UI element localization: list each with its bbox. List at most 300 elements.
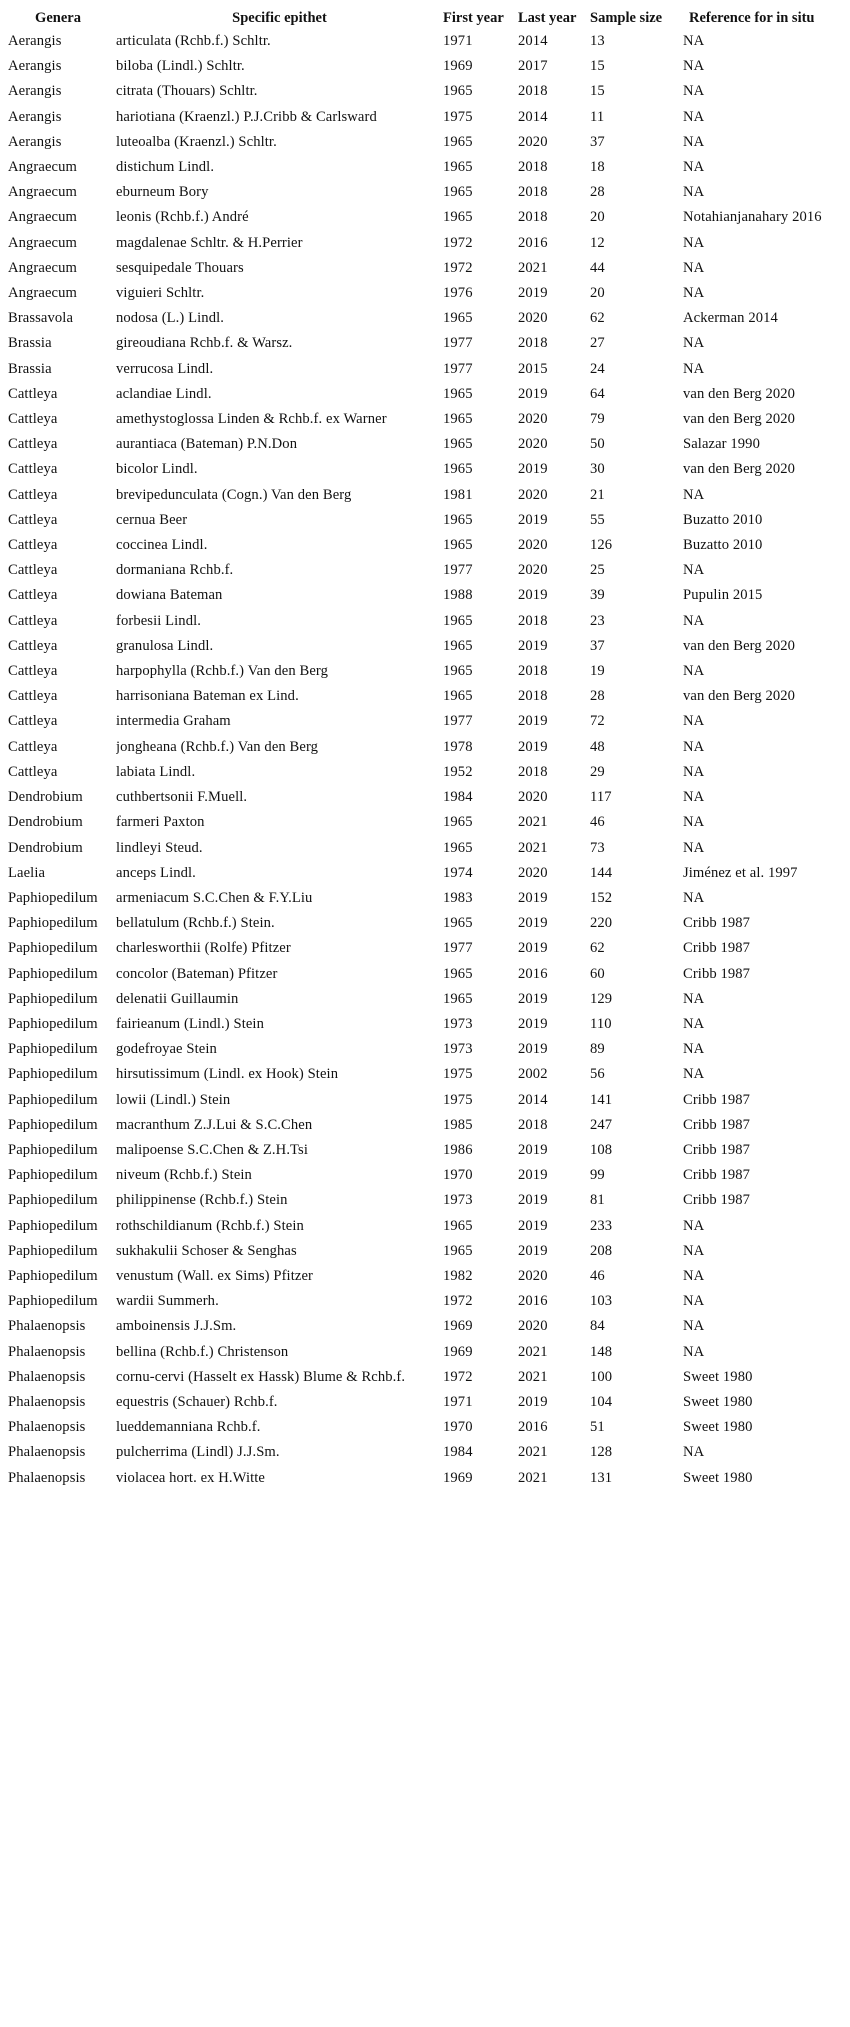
table-row [0, 1012, 850, 1037]
table-row [0, 533, 850, 558]
table-row [0, 1340, 850, 1365]
cell-genera: Paphiopedilum [8, 889, 98, 906]
cell-sample-size: 19 [590, 663, 605, 680]
cell-sample-size: 29 [590, 763, 605, 780]
cell-sample-size: 28 [590, 688, 605, 705]
cell-reference: NA [683, 184, 705, 201]
cell-first-year: 1965 [443, 965, 473, 982]
header-reference: Reference for in situ [689, 10, 815, 26]
cell-reference: Cribb 1987 [683, 965, 751, 982]
cell-sample-size: 12 [590, 234, 605, 251]
cell-specific-epithet: niveum (Rchb.f.) Stein [116, 1167, 252, 1184]
cell-sample-size: 220 [590, 915, 613, 932]
cell-sample-size: 79 [590, 411, 605, 428]
cell-last-year: 2019 [518, 385, 548, 402]
cell-first-year: 1984 [443, 789, 473, 806]
cell-reference: Salazar 1990 [683, 436, 760, 453]
cell-genera: Dendrobium [8, 789, 83, 806]
cell-specific-epithet: leonis (Rchb.f.) André [116, 209, 249, 226]
cell-genera: Paphiopedilum [8, 1167, 98, 1184]
cell-genera: Paphiopedilum [8, 1066, 98, 1083]
cell-genera: Phalaenopsis [8, 1469, 86, 1486]
cell-sample-size: 46 [590, 814, 605, 831]
cell-last-year: 2020 [518, 537, 548, 554]
cell-genera: Cattleya [8, 612, 58, 629]
cell-last-year: 2016 [518, 1293, 548, 1310]
cell-reference: NA [683, 814, 705, 831]
cell-specific-epithet: brevipedunculata (Cogn.) Van den Berg [116, 486, 352, 503]
cell-first-year: 1965 [443, 461, 473, 478]
table-row [0, 357, 850, 382]
cell-specific-epithet: bellina (Rchb.f.) Christenson [116, 1343, 289, 1360]
cell-specific-epithet: concolor (Bateman) Pfitzer [116, 965, 278, 982]
cell-genera: Cattleya [8, 637, 58, 654]
cell-reference: NA [683, 1217, 705, 1234]
cell-genera: Cattleya [8, 738, 58, 755]
orchid-data-table [0, 7, 850, 1491]
cell-genera: Phalaenopsis [8, 1343, 86, 1360]
table-row [0, 432, 850, 457]
cell-first-year: 1965 [443, 1217, 473, 1234]
cell-reference: NA [683, 1293, 705, 1310]
cell-sample-size: 72 [590, 713, 605, 730]
cell-sample-size: 103 [590, 1293, 613, 1310]
cell-sample-size: 39 [590, 587, 605, 604]
cell-specific-epithet: verrucosa Lindl. [116, 360, 214, 377]
table-row [0, 29, 850, 54]
cell-sample-size: 144 [590, 864, 613, 881]
table-row [0, 936, 850, 961]
cell-first-year: 1969 [443, 1343, 473, 1360]
cell-last-year: 2017 [518, 58, 548, 75]
cell-reference: Pupulin 2015 [683, 587, 763, 604]
cell-last-year: 2019 [518, 461, 548, 478]
cell-specific-epithet: aurantiaca (Bateman) P.N.Don [116, 436, 298, 453]
cell-last-year: 2018 [518, 612, 548, 629]
cell-specific-epithet: jongheana (Rchb.f.) Van den Berg [116, 738, 319, 755]
cell-first-year: 1965 [443, 133, 473, 150]
cell-sample-size: 21 [590, 486, 605, 503]
cell-genera: Paphiopedilum [8, 915, 98, 932]
cell-sample-size: 48 [590, 738, 605, 755]
cell-specific-epithet: distichum Lindl. [116, 159, 215, 176]
cell-last-year: 2021 [518, 1469, 548, 1486]
cell-reference: NA [683, 1041, 705, 1058]
table-row [0, 508, 850, 533]
cell-genera: Brassavola [8, 310, 74, 327]
cell-first-year: 1977 [443, 335, 473, 352]
cell-first-year: 1982 [443, 1267, 473, 1284]
cell-sample-size: 30 [590, 461, 605, 478]
cell-last-year: 2019 [518, 637, 548, 654]
table-row [0, 1365, 850, 1390]
cell-reference: van den Berg 2020 [683, 688, 796, 705]
cell-genera: Cattleya [8, 763, 58, 780]
cell-sample-size: 84 [590, 1318, 605, 1335]
table-row [0, 1163, 850, 1188]
table-row [0, 836, 850, 861]
cell-first-year: 1965 [443, 663, 473, 680]
cell-sample-size: 126 [590, 537, 613, 554]
table-row [0, 659, 850, 684]
table-row [0, 483, 850, 508]
cell-first-year: 1952 [443, 763, 473, 780]
table-row [0, 382, 850, 407]
cell-last-year: 2019 [518, 1192, 548, 1209]
cell-genera: Phalaenopsis [8, 1444, 86, 1461]
cell-genera: Paphiopedilum [8, 1217, 98, 1234]
cell-reference: NA [683, 1343, 705, 1360]
cell-sample-size: 89 [590, 1041, 605, 1058]
cell-specific-epithet: nodosa (L.) Lindl. [116, 310, 224, 327]
cell-first-year: 1965 [443, 814, 473, 831]
table-row [0, 105, 850, 130]
cell-reference: Sweet 1980 [683, 1368, 753, 1385]
cell-last-year: 2020 [518, 1318, 548, 1335]
cell-genera: Cattleya [8, 486, 58, 503]
cell-genera: Angraecum [8, 159, 77, 176]
cell-last-year: 2016 [518, 234, 548, 251]
cell-last-year: 2018 [518, 688, 548, 705]
cell-specific-epithet: bellatulum (Rchb.f.) Stein. [116, 915, 275, 932]
cell-last-year: 2019 [518, 915, 548, 932]
cell-last-year: 2014 [518, 108, 548, 125]
cell-genera: Dendrobium [8, 839, 83, 856]
table-row [0, 331, 850, 356]
table-row [0, 1264, 850, 1289]
cell-reference: Jiménez et al. 1997 [683, 864, 798, 881]
cell-reference: van den Berg 2020 [683, 411, 796, 428]
cell-specific-epithet: macranthum Z.J.Lui & S.C.Chen [116, 1116, 313, 1133]
cell-last-year: 2019 [518, 1141, 548, 1158]
cell-sample-size: 20 [590, 285, 605, 302]
cell-reference: NA [683, 1066, 705, 1083]
cell-reference: NA [683, 335, 705, 352]
cell-sample-size: 24 [590, 360, 605, 377]
cell-first-year: 1981 [443, 486, 473, 503]
cell-specific-epithet: delenatii Guillaumin [116, 990, 239, 1007]
cell-specific-epithet: harrisoniana Bateman ex Lind. [116, 688, 299, 705]
cell-reference: Cribb 1987 [683, 1192, 751, 1209]
cell-last-year: 2018 [518, 83, 548, 100]
cell-specific-epithet: sukhakulii Schoser & Senghas [116, 1242, 297, 1259]
table-row [0, 1188, 850, 1213]
header-first-year: First year [443, 10, 504, 26]
cell-reference: Cribb 1987 [683, 1091, 751, 1108]
cell-last-year: 2016 [518, 965, 548, 982]
cell-first-year: 1978 [443, 738, 473, 755]
table-row [0, 709, 850, 734]
cell-genera: Aerangis [8, 108, 62, 125]
cell-genera: Cattleya [8, 385, 58, 402]
table-row [0, 1466, 850, 1491]
cell-last-year: 2021 [518, 814, 548, 831]
table-row [0, 810, 850, 835]
cell-reference: NA [683, 234, 705, 251]
table-row [0, 785, 850, 810]
cell-reference: Cribb 1987 [683, 915, 751, 932]
cell-sample-size: 117 [590, 789, 612, 806]
cell-sample-size: 208 [590, 1242, 613, 1259]
cell-specific-epithet: forbesii Lindl. [116, 612, 201, 629]
cell-last-year: 2019 [518, 1167, 548, 1184]
cell-first-year: 1988 [443, 587, 473, 604]
cell-genera: Paphiopedilum [8, 1015, 98, 1032]
cell-reference: NA [683, 1015, 705, 1032]
cell-last-year: 2020 [518, 486, 548, 503]
cell-reference: van den Berg 2020 [683, 637, 796, 654]
cell-first-year: 1985 [443, 1116, 473, 1133]
cell-last-year: 2019 [518, 940, 548, 957]
cell-genera: Phalaenopsis [8, 1318, 86, 1335]
cell-reference: NA [683, 1444, 705, 1461]
cell-sample-size: 64 [590, 385, 605, 402]
cell-genera: Paphiopedilum [8, 1091, 98, 1108]
table-header [0, 7, 850, 29]
cell-sample-size: 60 [590, 965, 605, 982]
table-row [0, 256, 850, 281]
cell-sample-size: 28 [590, 184, 605, 201]
cell-first-year: 1971 [443, 33, 473, 49]
table-row [0, 155, 850, 180]
cell-reference: van den Berg 2020 [683, 385, 796, 402]
cell-genera: Paphiopedilum [8, 1242, 98, 1259]
cell-sample-size: 27 [590, 335, 605, 352]
table-row [0, 205, 850, 230]
cell-last-year: 2020 [518, 1267, 548, 1284]
cell-specific-epithet: lueddemanniana Rchb.f. [116, 1419, 261, 1436]
cell-specific-epithet: anceps Lindl. [116, 864, 196, 881]
header-genera: Genera [35, 10, 81, 26]
cell-reference: NA [683, 58, 705, 75]
cell-genera: Angraecum [8, 285, 77, 302]
cell-last-year: 2019 [518, 738, 548, 755]
cell-first-year: 1973 [443, 1192, 473, 1209]
cell-genera: Paphiopedilum [8, 1116, 98, 1133]
cell-first-year: 1965 [443, 385, 473, 402]
cell-specific-epithet: cornu-cervi (Hasselt ex Hassk) Blume & Rchb.f. [116, 1368, 406, 1385]
cell-last-year: 2019 [518, 990, 548, 1007]
cell-specific-epithet: articulata (Rchb.f.) Schltr. [116, 33, 271, 49]
cell-reference: Buzatto 2010 [683, 511, 763, 528]
cell-first-year: 1973 [443, 1015, 473, 1032]
cell-first-year: 1972 [443, 1293, 473, 1310]
cell-reference: Notahianjanahary 2016 [683, 209, 822, 226]
cell-genera: Angraecum [8, 209, 77, 226]
cell-last-year: 2018 [518, 335, 548, 352]
cell-specific-epithet: rothschildianum (Rchb.f.) Stein [116, 1217, 304, 1234]
cell-reference: NA [683, 713, 705, 730]
table-row [0, 609, 850, 634]
cell-first-year: 1965 [443, 637, 473, 654]
cell-last-year: 2020 [518, 436, 548, 453]
cell-last-year: 2019 [518, 1015, 548, 1032]
cell-reference: NA [683, 990, 705, 1007]
cell-first-year: 1965 [443, 184, 473, 201]
cell-genera: Cattleya [8, 461, 58, 478]
table-row [0, 962, 850, 987]
table-row [0, 1440, 850, 1465]
table-row [0, 130, 850, 155]
cell-sample-size: 37 [590, 133, 605, 150]
cell-last-year: 2021 [518, 1343, 548, 1360]
cell-sample-size: 51 [590, 1419, 605, 1436]
cell-first-year: 1965 [443, 612, 473, 629]
cell-sample-size: 23 [590, 612, 605, 629]
cell-first-year: 1970 [443, 1167, 473, 1184]
cell-first-year: 1974 [443, 864, 473, 881]
cell-first-year: 1965 [443, 511, 473, 528]
cell-genera: Dendrobium [8, 814, 83, 831]
cell-last-year: 2019 [518, 1393, 548, 1410]
table-row [0, 684, 850, 709]
cell-last-year: 2020 [518, 133, 548, 150]
cell-genera: Cattleya [8, 587, 58, 604]
cell-sample-size: 73 [590, 839, 605, 856]
cell-first-year: 1975 [443, 108, 473, 125]
cell-reference: NA [683, 285, 705, 302]
cell-reference: NA [683, 1267, 705, 1284]
cell-genera: Paphiopedilum [8, 965, 98, 982]
cell-specific-epithet: venustum (Wall. ex Sims) Pfitzer [116, 1267, 313, 1284]
table-row [0, 180, 850, 205]
cell-last-year: 2020 [518, 411, 548, 428]
cell-genera: Brassia [8, 360, 52, 377]
cell-last-year: 2018 [518, 159, 548, 176]
cell-last-year: 2014 [518, 33, 548, 49]
cell-last-year: 2018 [518, 1116, 548, 1133]
header-row [0, 7, 850, 29]
cell-genera: Cattleya [8, 537, 58, 554]
cell-first-year: 1965 [443, 310, 473, 327]
table-row [0, 861, 850, 886]
cell-genera: Angraecum [8, 234, 77, 251]
cell-specific-epithet: coccinea Lindl. [116, 537, 208, 554]
cell-genera: Paphiopedilum [8, 990, 98, 1007]
cell-last-year: 2020 [518, 562, 548, 579]
cell-last-year: 2019 [518, 285, 548, 302]
cell-specific-epithet: malipoense S.C.Chen & Z.H.Tsi [116, 1141, 308, 1158]
cell-specific-epithet: charlesworthii (Rolfe) Pfitzer [116, 940, 291, 957]
cell-genera: Cattleya [8, 562, 58, 579]
cell-sample-size: 247 [590, 1116, 613, 1133]
cell-genera: Aerangis [8, 33, 62, 49]
cell-genera: Cattleya [8, 713, 58, 730]
cell-last-year: 2019 [518, 1217, 548, 1234]
table-row [0, 1088, 850, 1113]
table-row [0, 1113, 850, 1138]
cell-last-year: 2021 [518, 1444, 548, 1461]
cell-sample-size: 46 [590, 1267, 605, 1284]
cell-specific-epithet: magdalenae Schltr. & H.Perrier [116, 234, 303, 251]
cell-reference: NA [683, 889, 705, 906]
cell-first-year: 1965 [443, 688, 473, 705]
cell-reference: NA [683, 159, 705, 176]
cell-sample-size: 62 [590, 310, 605, 327]
table-row [0, 911, 850, 936]
cell-first-year: 1976 [443, 285, 473, 302]
cell-reference: Cribb 1987 [683, 1167, 751, 1184]
cell-first-year: 1965 [443, 1242, 473, 1259]
cell-last-year: 2018 [518, 663, 548, 680]
cell-genera: Paphiopedilum [8, 1267, 98, 1284]
cell-first-year: 1972 [443, 234, 473, 251]
cell-sample-size: 62 [590, 940, 605, 957]
cell-genera: Paphiopedilum [8, 1141, 98, 1158]
cell-genera: Paphiopedilum [8, 1293, 98, 1310]
cell-genera: Cattleya [8, 511, 58, 528]
cell-sample-size: 50 [590, 436, 605, 453]
cell-sample-size: 152 [590, 889, 613, 906]
table-row [0, 1037, 850, 1062]
cell-first-year: 1973 [443, 1041, 473, 1058]
cell-specific-epithet: intermedia Graham [116, 713, 231, 730]
cell-specific-epithet: godefroyae Stein [116, 1041, 217, 1058]
table-row [0, 886, 850, 911]
cell-reference: NA [683, 663, 705, 680]
cell-reference: NA [683, 133, 705, 150]
table-row [0, 735, 850, 760]
cell-specific-epithet: fairieanum (Lindl.) Stein [116, 1015, 264, 1032]
cell-first-year: 1965 [443, 83, 473, 100]
header-last-year: Last year [518, 10, 577, 26]
cell-first-year: 1975 [443, 1091, 473, 1108]
cell-reference: NA [683, 1242, 705, 1259]
cell-genera: Cattleya [8, 411, 58, 428]
cell-reference: NA [683, 83, 705, 100]
cell-specific-epithet: equestris (Schauer) Rchb.f. [116, 1393, 278, 1410]
cell-sample-size: 100 [590, 1368, 613, 1385]
cell-genera: Cattleya [8, 436, 58, 453]
cell-reference: Sweet 1980 [683, 1419, 753, 1436]
cell-sample-size: 108 [590, 1141, 613, 1158]
cell-first-year: 1969 [443, 58, 473, 75]
cell-specific-epithet: dowiana Bateman [116, 587, 223, 604]
cell-specific-epithet: amethystoglossa Linden & Rchb.f. ex Warner [116, 411, 387, 428]
cell-specific-epithet: labiata Lindl. [116, 763, 196, 780]
cell-reference: van den Berg 2020 [683, 461, 796, 478]
cell-reference: NA [683, 738, 705, 755]
cell-first-year: 1986 [443, 1141, 473, 1158]
cell-sample-size: 18 [590, 159, 605, 176]
cell-genera: Paphiopedilum [8, 1041, 98, 1058]
table-row [0, 1138, 850, 1163]
cell-sample-size: 15 [590, 58, 605, 75]
cell-sample-size: 148 [590, 1343, 613, 1360]
cell-specific-epithet: granulosa Lindl. [116, 637, 214, 654]
cell-specific-epithet: philippinense (Rchb.f.) Stein [116, 1192, 288, 1209]
cell-sample-size: 44 [590, 259, 605, 276]
table-row [0, 231, 850, 256]
cell-sample-size: 25 [590, 562, 605, 579]
cell-sample-size: 55 [590, 511, 605, 528]
cell-genera: Cattleya [8, 688, 58, 705]
table-row [0, 760, 850, 785]
table-row [0, 1239, 850, 1264]
cell-genera: Angraecum [8, 259, 77, 276]
cell-specific-epithet: wardii Summerh. [116, 1293, 219, 1310]
cell-reference: Buzatto 2010 [683, 537, 763, 554]
cell-last-year: 2021 [518, 1368, 548, 1385]
cell-last-year: 2019 [518, 713, 548, 730]
table-row [0, 281, 850, 306]
cell-specific-epithet: lindleyi Steud. [116, 839, 203, 856]
cell-reference: Sweet 1980 [683, 1469, 753, 1486]
cell-specific-epithet: farmeri Paxton [116, 814, 205, 831]
cell-specific-epithet: bicolor Lindl. [116, 461, 198, 478]
cell-genera: Brassia [8, 335, 52, 352]
cell-reference: Sweet 1980 [683, 1393, 753, 1410]
